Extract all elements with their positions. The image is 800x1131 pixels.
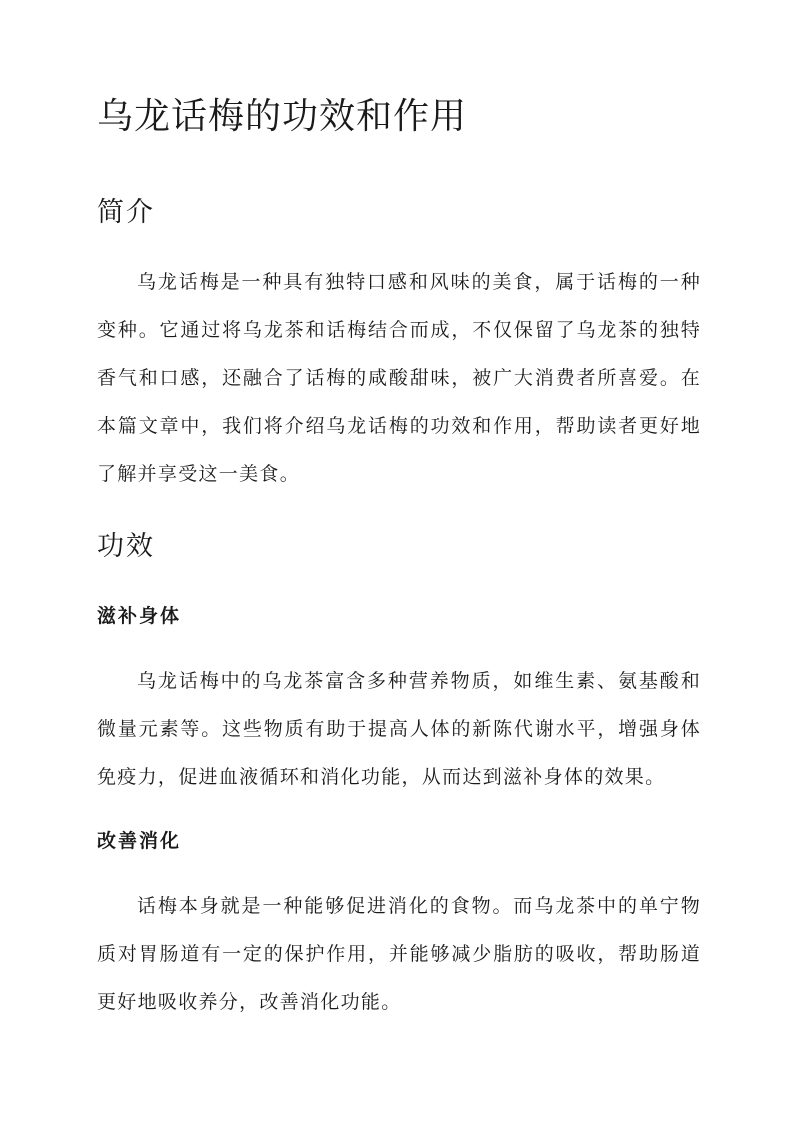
subsection-heading-digestion: 改善消化 bbox=[97, 830, 182, 852]
intro-paragraph: 乌龙话梅是一种具有独特口感和风味的美食，属于话梅的一种变种。它通过将乌龙茶和话梅结合而成，不仅保留了乌龙茶的独特香气和口感，还融合了话梅的咸酸甜味，被广大消费者所喜爱。在本篇文章中，我们将介绍乌龙话梅的功效和作用，帮助读者更好地了解并享受这一美食。 bbox=[97, 271, 701, 485]
subsection-heading-nourish: 滋补身体 bbox=[97, 605, 182, 627]
section-heading-intro: 简介 bbox=[97, 197, 155, 228]
digestion-paragraph: 话梅本身就是一种能够促进消化的食物。而乌龙茶中的单宁物质对胃肠道有一定的保护作用，并能够减少脂肪的吸收，帮助肠道更好地吸收养分，改善消化功能。 bbox=[97, 895, 701, 1013]
section-heading-effects: 功效 bbox=[97, 531, 155, 562]
nourish-paragraph: 乌龙话梅中的乌龙茶富含多种营养物质，如维生素、氨基酸和微量元素等。这些物质有助于提高人体的新陈代谢水平，增强身体免疫力，促进血液循环和消化功能，从而达到滋补身体的效果。 bbox=[97, 670, 701, 788]
document-title: 乌龙话梅的功效和作用 bbox=[97, 96, 468, 137]
